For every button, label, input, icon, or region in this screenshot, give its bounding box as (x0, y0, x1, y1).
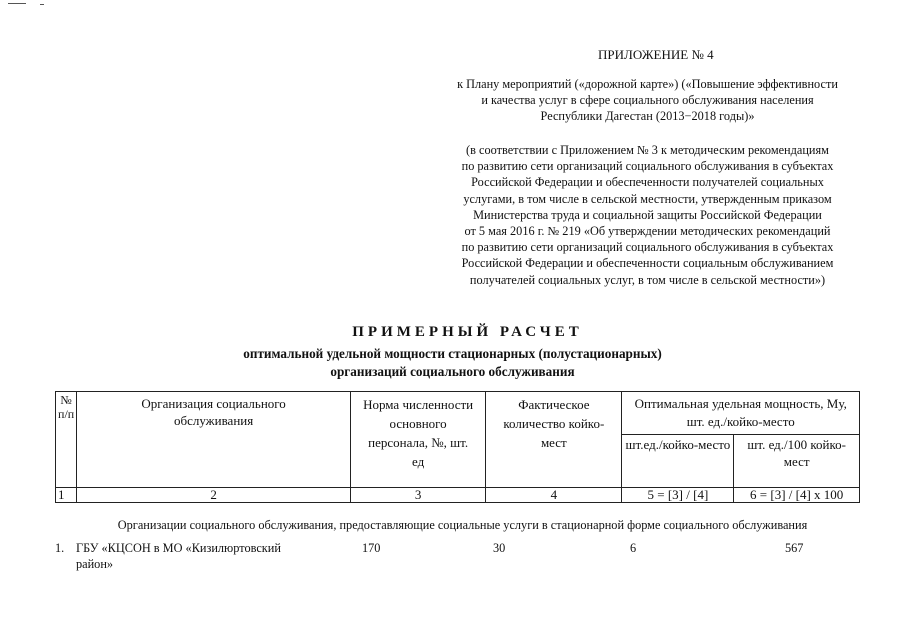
row-number: 1. (55, 541, 65, 555)
scan-speck (8, 3, 26, 4)
methodology-line: получателей социальных услуг, в том числе в сельской местности») (469, 272, 826, 287)
header-organization: Организация социального обслуживания (77, 392, 351, 488)
table-index-row (56, 488, 860, 503)
appendix-title: ПРИЛОЖЕНИЕ № 4 (598, 47, 714, 62)
row-organization: ГБУ «КЦСОН в МО «Кизилюртовский район» (76, 541, 281, 571)
header-per-bed: шт.ед./койко-место (622, 435, 734, 488)
scan-speck (40, 4, 44, 5)
methodology-line: услугами, в том числе в сельской местности, утвержденным приказом (463, 191, 832, 206)
row-per-bed: 6 (630, 541, 637, 555)
index-cell: 1 (56, 488, 77, 503)
document-subtitle: оптимальной удельной мощности стационарных (полустационарных) (243, 346, 662, 361)
plan-reference (440, 76, 855, 125)
table-header-row (56, 392, 860, 435)
index-cell: 3 (350, 488, 485, 503)
methodology-line: по развитию сети организаций социального обслуживания в субъектах (461, 159, 834, 174)
methodology-line: по развитию сети организаций социального обслуживания в субъектах (461, 240, 834, 255)
methodology-reference (440, 142, 855, 288)
header-staff-norm: Норма численности основного персонала, №, шт. ед (350, 392, 485, 488)
methodology-line: Российской Федерации и обеспеченности получателей социальных (471, 175, 824, 190)
header-per-100-beds: шт. ед./100 койко-мест (734, 435, 860, 488)
header-actual-beds: Фактическое количество койко-мест (486, 392, 622, 488)
section-heading: Организации социального обслуживания, предоставляющие социальные услуги в стационарной форме социального обслуживания (117, 518, 808, 532)
index-cell: 5 = [3] / [4] (622, 488, 734, 503)
document-title: ПРИМЕРНЫЙ РАСЧЕТ (352, 324, 583, 340)
calculation-table (55, 391, 860, 503)
index-cell: 2 (77, 488, 351, 503)
plan-reference-line: и качества услуг в сфере социального обслуживания населения (481, 93, 814, 108)
row-staff-norm: 170 (362, 541, 381, 555)
methodology-line: Министерства труда и социальной защиты Российской Федерации (473, 207, 822, 222)
document-subtitle: организаций социального обслуживания (330, 364, 575, 379)
index-cell: 4 (486, 488, 622, 503)
row-per-100-beds: 567 (785, 541, 804, 555)
header-num: № п/п (56, 392, 77, 488)
header-optimal-capacity: Оптимальная удельная мощность, Mу, шт. ед./койко-место (622, 392, 860, 435)
index-cell: 6 = [3] / [4] x 100 (734, 488, 860, 503)
methodology-line: (в соответствии с Приложением № 3 к методическим рекомендациям (466, 143, 829, 157)
methodology-line: Российской Федерации и обеспеченности социальным обслуживанием (461, 256, 834, 271)
plan-reference-line: Республики Дагестан (2013−2018 годы)» (540, 109, 755, 124)
methodology-line: от 5 мая 2016 г. № 219 «Об утверждении методических рекомендаций (464, 224, 831, 239)
row-actual-beds: 30 (493, 541, 506, 555)
plan-reference-line: к Плану мероприятий («дорожной карте») («Повышение эффективности (457, 77, 838, 91)
